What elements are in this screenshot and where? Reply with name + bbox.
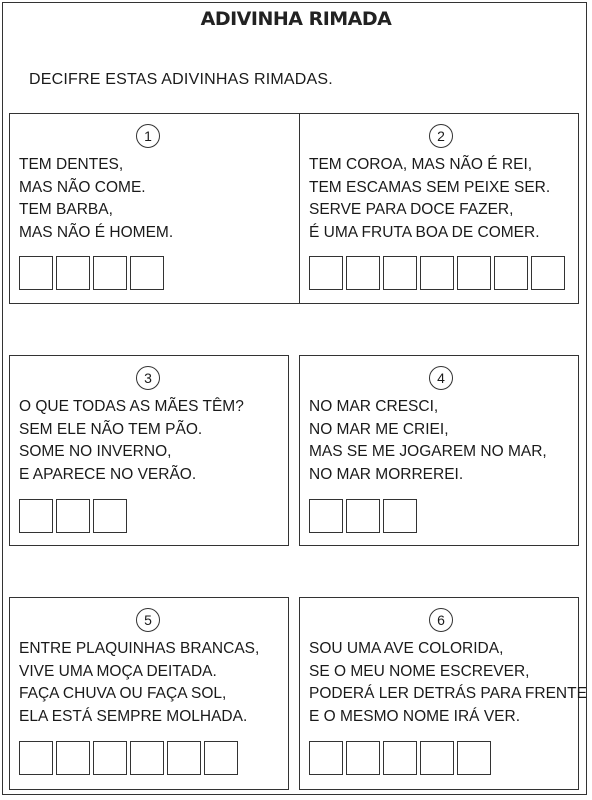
riddle-text [309, 396, 547, 486]
riddle-line: NO MAR CRESCI, [309, 398, 439, 415]
riddle-number-badge: 1 [136, 124, 160, 148]
riddle-line: NO MAR ME CRIEI, [309, 420, 449, 438]
riddle-number-badge: 3 [136, 366, 160, 390]
answer-letter-box[interactable] [93, 741, 127, 775]
answer-boxes [309, 256, 565, 290]
answer-letter-box[interactable] [420, 256, 454, 290]
riddle-line: MAS NÃO COME. [19, 178, 146, 196]
answer-letter-box[interactable] [309, 499, 343, 533]
answer-boxes [309, 499, 417, 533]
riddle-line: MAS NÃO É HOMEM. [19, 223, 174, 241]
answer-letter-box[interactable] [457, 741, 491, 775]
answer-letter-box[interactable] [204, 741, 238, 775]
riddle-number-badge: 6 [429, 608, 453, 632]
riddle-line: FAÇA CHUVA OU FAÇA SOL, [19, 685, 227, 702]
riddle-text [19, 638, 259, 728]
answer-letter-box[interactable] [383, 499, 417, 533]
riddle-card-3 [9, 355, 289, 546]
answer-boxes [19, 256, 164, 290]
answer-letter-box[interactable] [93, 499, 127, 533]
answer-letter-box[interactable] [309, 741, 343, 775]
answer-letter-box[interactable] [56, 499, 90, 533]
answer-letter-box[interactable] [494, 256, 528, 290]
riddle-line: SERVE PARA DOCE FAZER, [309, 201, 514, 218]
riddle-line: TEM COROA, MAS NÃO É REI, [309, 156, 533, 173]
answer-letter-box[interactable] [383, 741, 417, 775]
riddle-line: E O MESMO NOME IRÁ VER. [309, 707, 520, 725]
answer-letter-box[interactable] [130, 256, 164, 290]
instruction-text: DECIFRE ESTAS ADIVINHAS RIMADAS. [29, 71, 333, 88]
riddle-text [309, 638, 587, 728]
answer-letter-box[interactable] [346, 256, 380, 290]
riddle-line: SOME NO INVERNO, [19, 443, 172, 460]
answer-letter-box[interactable] [346, 741, 380, 775]
riddle-line: ELA ESTÁ SEMPRE MOLHADA. [19, 707, 248, 725]
riddle-line: SOU UMA AVE COLORIDA, [309, 640, 504, 657]
riddle-number-badge: 5 [136, 608, 160, 632]
riddle-card-4 [299, 355, 579, 546]
riddle-line: VIVE UMA MOÇA DEITADA. [19, 662, 217, 680]
answer-letter-box[interactable] [457, 256, 491, 290]
riddle-line: TEM DENTES, [19, 156, 124, 173]
riddle-line: ENTRE PLAQUINHAS BRANCAS, [19, 640, 260, 657]
riddle-line: NO MAR MORREREI. [309, 465, 464, 483]
riddle-line: TEM ESCAMAS SEM PEIXE SER. [309, 178, 551, 196]
riddle-card-1 [9, 113, 313, 304]
riddle-card-6 [299, 597, 587, 790]
riddle-text [19, 396, 244, 486]
answer-letter-box[interactable] [309, 256, 343, 290]
riddle-line: O QUE TODAS AS MÃES TÊM? [19, 398, 244, 415]
riddle-line: E APARECE NO VERÃO. [19, 465, 197, 483]
answer-letter-box[interactable] [420, 741, 454, 775]
riddle-text [19, 154, 173, 244]
answer-letter-box[interactable] [130, 741, 164, 775]
answer-letter-box[interactable] [19, 741, 53, 775]
riddle-text [309, 154, 550, 244]
riddle-line: SEM ELE NÃO TEM PÃO. [19, 420, 203, 438]
answer-letter-box[interactable] [383, 256, 417, 290]
answer-boxes [309, 741, 491, 775]
answer-letter-box[interactable] [93, 256, 127, 290]
riddle-line: TEM BARBA, [19, 201, 113, 218]
riddle-card-2 [299, 113, 579, 304]
riddle-line: MAS SE ME JOGAREM NO MAR, [309, 443, 547, 460]
answer-letter-box[interactable] [56, 741, 90, 775]
riddle-number-badge: 2 [429, 124, 453, 148]
riddle-line: SE O MEU NOME ESCREVER, [309, 662, 530, 680]
answer-letter-box[interactable] [531, 256, 565, 290]
riddle-number-badge: 4 [429, 366, 453, 390]
answer-letter-box[interactable] [56, 256, 90, 290]
page-title: ADIVINHA RIMADA [200, 8, 392, 30]
answer-letter-box[interactable] [346, 499, 380, 533]
riddle-card-5 [9, 597, 289, 790]
answer-boxes [19, 499, 127, 533]
answer-letter-box[interactable] [19, 499, 53, 533]
answer-letter-box[interactable] [167, 741, 201, 775]
riddle-line: É UMA FRUTA BOA DE COMER. [309, 223, 540, 241]
answer-boxes [19, 741, 238, 775]
riddle-line: PODERÁ LER DETRÁS PARA FRENTE [309, 685, 587, 702]
answer-letter-box[interactable] [19, 256, 53, 290]
